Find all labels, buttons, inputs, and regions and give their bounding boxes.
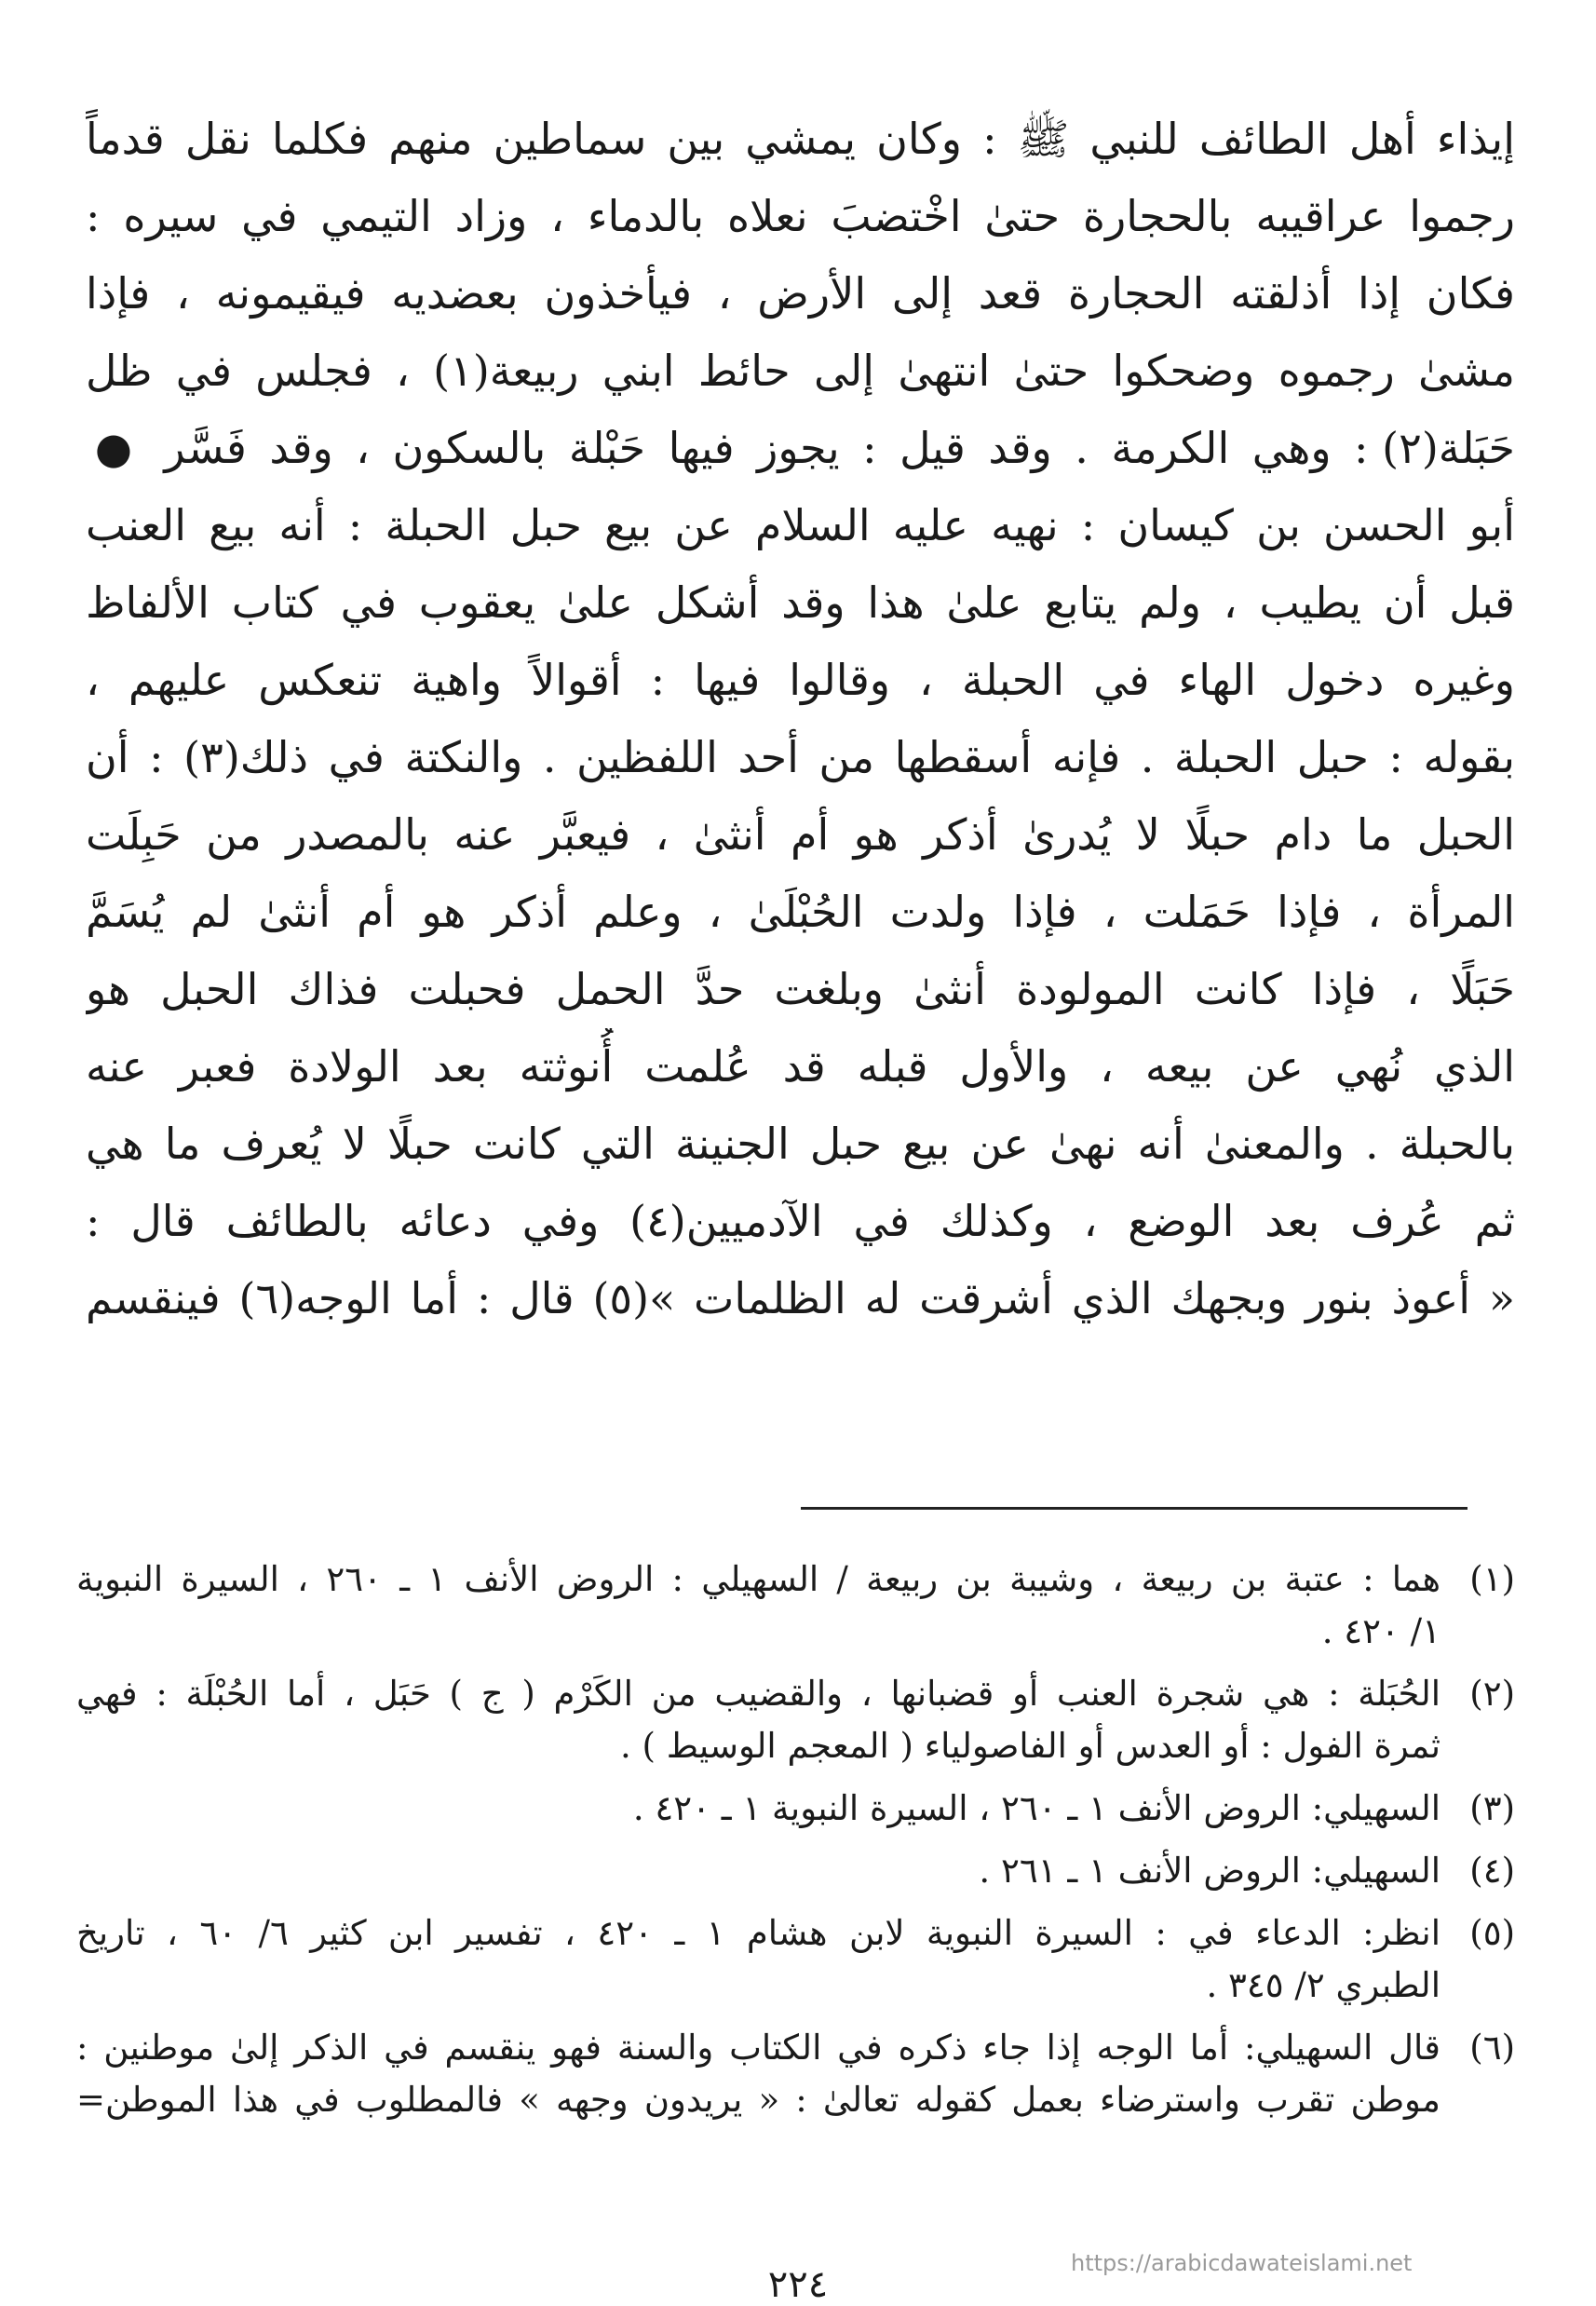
footnote-number: (٤) — [1469, 1851, 1515, 1891]
footnotes — [76, 1553, 1515, 2136]
footnote-line: السهيلي: الروض الأنف ١ ـ ٢٦٠ ، السيرة النبوية ١ ـ ٤٢٠ . — [632, 1788, 1440, 1828]
footnote-line: انظر: الدعاء في : السيرة النبوية لابن هشام ١ ـ ٤٢٠ ، تفسير ابن كثير ٦/ ٦٠ ، تاريخ — [76, 1913, 1440, 1953]
main-text — [86, 101, 1515, 1337]
footnote — [76, 1668, 1515, 1772]
footnote-line: هما : عتبة بن ربيعة ، وشيبة بن ربيعة / السهيلي : الروض الأنف ١ ـ ٢٦٠ ، السيرة النبوية — [76, 1559, 1440, 1599]
footnote-number: (٦) — [1469, 2028, 1515, 2068]
text-line: إيذاء أهل الطائف للنبي ﷺ : وكان يمشي بين سماطين منهم فكلما نقل قدماً — [86, 114, 1515, 164]
footnote-line: ثمرة الفول : أو العدس أو الفاصولياء ( المعجم الوسيط ) . — [620, 1726, 1440, 1766]
text-line: بقوله : حبل الحبلة . فإنه أسقطها من أحد اللفظين . والنكتة في ذلك(٣) : أن — [86, 732, 1515, 782]
footnote-line: الحُبَلة : هي شجرة العنب أو قضبانها ، والقضيب من الكَرْم ( ج ) حَبَل ، أما الحُبْلَة : فهي — [76, 1674, 1440, 1714]
text-line: رجموا عراقيبه بالحجارة حتىٰ اخْتضبَ نعلاه بالدماء ، وزاد التيمي في سيره : — [86, 191, 1515, 241]
text-line: المرأة ، فإذا حَمَلت ، فإذا ولدت الحُبْلَىٰ ، وعلم أذكر هو أم أنثىٰ لم يُسَمَّ — [86, 887, 1515, 937]
text-line: الذي نُهي عن بيعه ، والأول قبله قد عُلمت أُنوثته بعد الولادة فعبر عنه — [86, 1041, 1515, 1092]
footnote-number: (٣) — [1469, 1788, 1515, 1828]
footnote-line: قال السهيلي: أما الوجه إذا جاء ذكره في الكتاب والسنة فهو ينقسم في الذكر إلىٰ موطنين : — [76, 2028, 1440, 2068]
text-line: قبل أن يطيب ، ولم يتابع علىٰ هذا وقد أشكل علىٰ يعقوب في كتاب الألفاظ — [86, 577, 1515, 628]
footnote — [76, 1553, 1515, 1658]
text-line: حَبَلًا ، فإذا كانت المولودة أنثىٰ وبلغت حدَّ الحمل فحبلت فذاك الحبل هو — [86, 964, 1515, 1014]
page-number: ٢٢٤ — [767, 2263, 829, 2306]
footnote-number: (٥) — [1469, 1913, 1515, 1953]
text-line: مشىٰ رجموه وضحكوا حتىٰ انتهىٰ إلى حائط ابني ربيعة(١) ، فجلس في ظل — [86, 346, 1515, 396]
text-line: فكان إذا أذلقته الحجارة قعد إلى الأرض ، فيأخذون بعضديه فيقيمونه ، فإذا — [86, 268, 1515, 319]
text-line: أبو الحسن بن كيسان : نهيه عليه السلام عن بيع حبل الحبلة : أنه بيع العنب — [86, 500, 1515, 550]
text-line: الحبل ما دام حبلًا لا يُدرىٰ أذكر هو أم أنثىٰ ، فيعبَّر عنه بالمصدر من حَبِلَت — [86, 809, 1515, 860]
footnote — [76, 2022, 1515, 2126]
text-line: بالحبلة . والمعنىٰ أنه نهىٰ عن بيع حبل الجنينة التي كانت حبلًا لا يُعرف ما هي — [86, 1119, 1515, 1169]
footnote-number: (١) — [1469, 1559, 1515, 1599]
footnote-line: موطن تقرب واسترضاء بعمل كقوله تعالىٰ : « يريدون وجهه » فالمطلوب في هذا الموطن= — [76, 2080, 1440, 2120]
text-line: وغيره دخول الهاء في الحبلة ، وقالوا فيها : أقوالاً واهية تنعكس عليهم ، — [86, 655, 1515, 705]
footnote-number: (٢) — [1469, 1674, 1515, 1714]
footnote-line: الطبري ٢/ ٣٤٥ . — [1206, 1965, 1440, 2005]
footnote-line: ١/ ٤٢٠ . — [1321, 1611, 1440, 1651]
watermark-url: https://arabicdawateislami.net — [1071, 2250, 1413, 2276]
footnote — [76, 1783, 1515, 1835]
footnote — [76, 1907, 1515, 2012]
text-line: ثم عُرف بعد الوضع ، وكذلك في الآدميين(٤) وفي دعائه بالطائف قال : — [86, 1196, 1515, 1246]
footnote-line: السهيلي: الروض الأنف ١ ـ ٢٦١ . — [979, 1851, 1440, 1891]
text-line: حَبَلة(٢) : وهي الكرمة . وقد قيل : يجوز فيها حَبْلة بالسكون ، وقد فَسَّر ● — [86, 423, 1515, 473]
text-line: « أعوذ بنور وبجهك الذي أشرقت له الظلمات »(٥) قال : أما الوجه(٦) فينقسم — [86, 1273, 1515, 1323]
footnote — [76, 1845, 1515, 1897]
footnote-divider — [801, 1507, 1468, 1510]
